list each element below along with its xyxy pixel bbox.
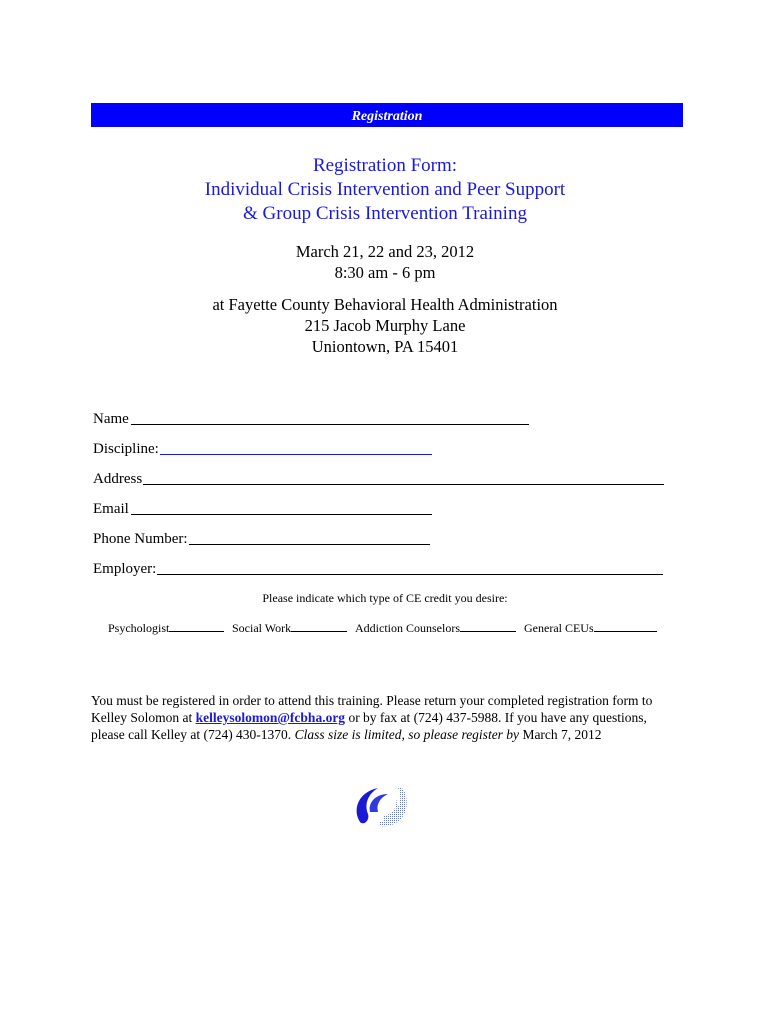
- deadline-note: Class size is limited, so please register by: [294, 727, 520, 742]
- address-label: Address: [93, 471, 143, 487]
- name-label: Name: [93, 411, 129, 427]
- email-field[interactable]: [93, 500, 129, 518]
- employer-line[interactable]: [157, 574, 663, 575]
- location-line-3: Uniontown, PA 15401: [311, 337, 459, 356]
- schedule-dates: March 21, 22 and 23, 2012: [295, 242, 475, 261]
- instructions-text: or by fax at (724) 437-5988. If you have any questions,: [345, 710, 647, 725]
- discipline-label: Discipline:: [93, 441, 159, 457]
- ce-blank[interactable]: [169, 620, 224, 632]
- location-line-2: 215 Jacob Murphy Lane: [304, 316, 466, 335]
- title-line-3: & Group Crisis Intervention Training: [243, 203, 527, 224]
- swirl-logo-icon: [350, 782, 414, 834]
- phone-label: Phone Number:: [93, 531, 188, 547]
- ce-option-addiction-counselors[interactable]: [355, 620, 516, 636]
- ce-blank[interactable]: [291, 620, 347, 632]
- address-field[interactable]: [93, 470, 142, 488]
- name-field[interactable]: [93, 410, 129, 428]
- ce-option-social-work[interactable]: [232, 620, 347, 636]
- ce-option-general-ceus[interactable]: [524, 620, 657, 636]
- name-line[interactable]: [131, 424, 529, 425]
- location-line-1: at Fayette County Behavioral Health Administration: [212, 295, 558, 314]
- instructions-text: please call Kelley at (724) 430-1370.: [91, 727, 295, 742]
- ce-option-label: Social Work: [232, 621, 292, 635]
- schedule-time: 8:30 am - 6 pm: [334, 263, 436, 282]
- ce-option-label: General CEUs: [524, 621, 594, 635]
- ce-blank[interactable]: [594, 620, 657, 632]
- email-line[interactable]: [131, 514, 432, 515]
- instructions-line-1: You must be registered in order to attend this training. Please return your completed registration form to: [91, 693, 653, 708]
- email-link[interactable]: kelleysolomon@fcbha.org: [195, 710, 346, 725]
- deadline-date: March 7, 2012: [519, 727, 602, 742]
- schedule: [0, 241, 770, 283]
- ce-blank[interactable]: [460, 620, 516, 632]
- ce-option-psychologist[interactable]: [108, 620, 224, 636]
- email-label: Email: [93, 501, 129, 517]
- ce-option-label: Addiction Counselors: [355, 621, 460, 635]
- employer-field[interactable]: [93, 560, 156, 578]
- address-line[interactable]: [143, 484, 664, 485]
- banner-label: Registration: [351, 109, 423, 124]
- employer-label: Employer:: [93, 561, 157, 577]
- registration-banner: [91, 103, 683, 127]
- form-title: [0, 154, 770, 226]
- discipline-field[interactable]: [93, 440, 159, 458]
- phone-line[interactable]: [189, 544, 430, 545]
- instructions-line-3: [91, 726, 691, 743]
- instructions-text: Kelley Solomon at: [91, 710, 196, 725]
- ce-prompt: Please indicate which type of CE credit you desire:: [262, 591, 508, 605]
- instructions-line-2: [91, 709, 691, 726]
- discipline-line[interactable]: [160, 454, 432, 455]
- title-line-1: Registration Form:: [312, 155, 458, 176]
- instructions: [91, 692, 691, 743]
- title-line-2: Individual Crisis Intervention and Peer Support: [204, 179, 566, 200]
- location: [0, 294, 770, 357]
- ce-option-label: Psychologist: [108, 621, 170, 635]
- phone-field[interactable]: [93, 530, 188, 548]
